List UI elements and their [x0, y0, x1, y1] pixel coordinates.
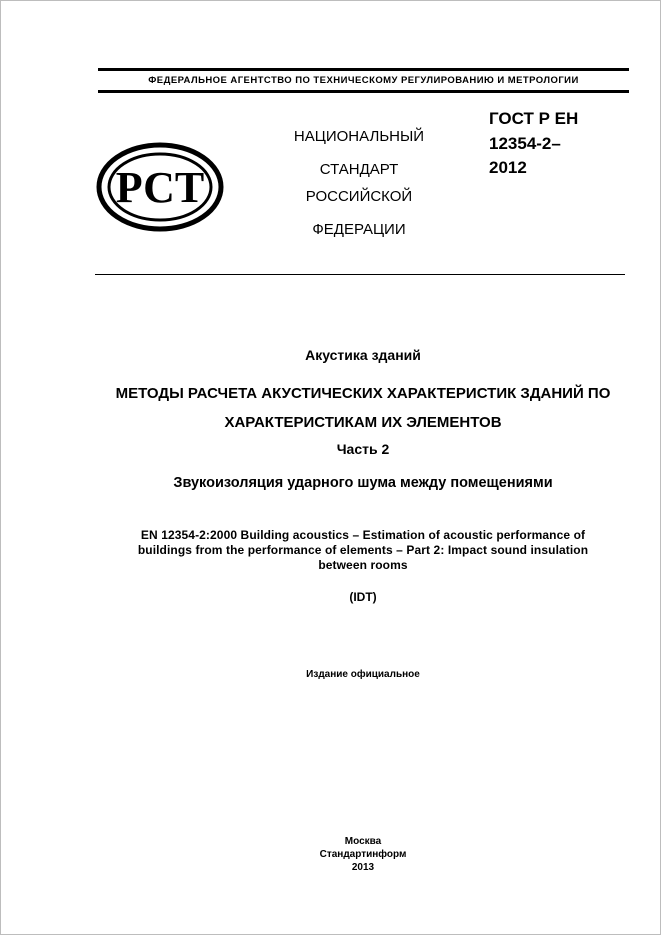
main-title	[93, 379, 633, 437]
edition-note: Издание официальное	[306, 669, 420, 680]
standard-code-line-1: ГОСТ Р ЕН	[489, 109, 579, 128]
subject-title: Акустика зданий	[305, 347, 421, 363]
national-line-4: ФЕДЕРАЦИИ	[312, 221, 406, 238]
national-line-3: РОССИЙСКОЙ	[305, 188, 413, 205]
logo-lettering: РСТ	[115, 163, 205, 212]
part-number: Часть 2	[336, 441, 390, 457]
standard-code-line-2: 12354-2–	[489, 134, 561, 153]
top-thick-rule	[98, 68, 629, 71]
national-line-2: СТАНДАРТ	[319, 161, 399, 178]
main-title-line-2: ХАРАКТЕРИСТИКАМ ИХ ЭЛЕМЕНТОВ	[224, 414, 502, 431]
imprint-city: Москва	[344, 836, 382, 847]
main-title-line-1: МЕТОДЫ РАСЧЕТА АКУСТИЧЕСКИХ ХАРАКТЕРИСТИК ЗДАНИЙ ПО	[115, 385, 611, 402]
imprint	[93, 835, 633, 874]
source-line-1: EN 12354-2:2000 Building acoustics – Estimation of acoustic performance of	[140, 528, 586, 542]
source-standard	[113, 528, 613, 573]
part-title: Звукоизоляция ударного шума между помещениями	[173, 475, 553, 491]
header-divider	[95, 274, 625, 275]
standard-code-line-3: 2012	[489, 158, 527, 177]
national-line-1: НАЦИОНАЛЬНЫЙ	[293, 128, 425, 145]
imprint-publisher: Стандартинформ	[319, 849, 407, 860]
source-line-2: buildings from the performance of elements – Part 2: Impact sound insulation	[137, 543, 589, 557]
source-line-3: between rooms	[318, 558, 408, 572]
agency-name: ФЕДЕРАЛЬНОЕ АГЕНТСТВО ПО ТЕХНИЧЕСКОМУ РЕГУЛИРОВАНИЮ И МЕТРОЛОГИИ	[148, 75, 579, 86]
imprint-year: 2013	[351, 862, 375, 873]
equivalence-marker: (IDT)	[349, 590, 377, 604]
agency-underline	[98, 90, 629, 93]
rst-logo	[96, 142, 224, 232]
